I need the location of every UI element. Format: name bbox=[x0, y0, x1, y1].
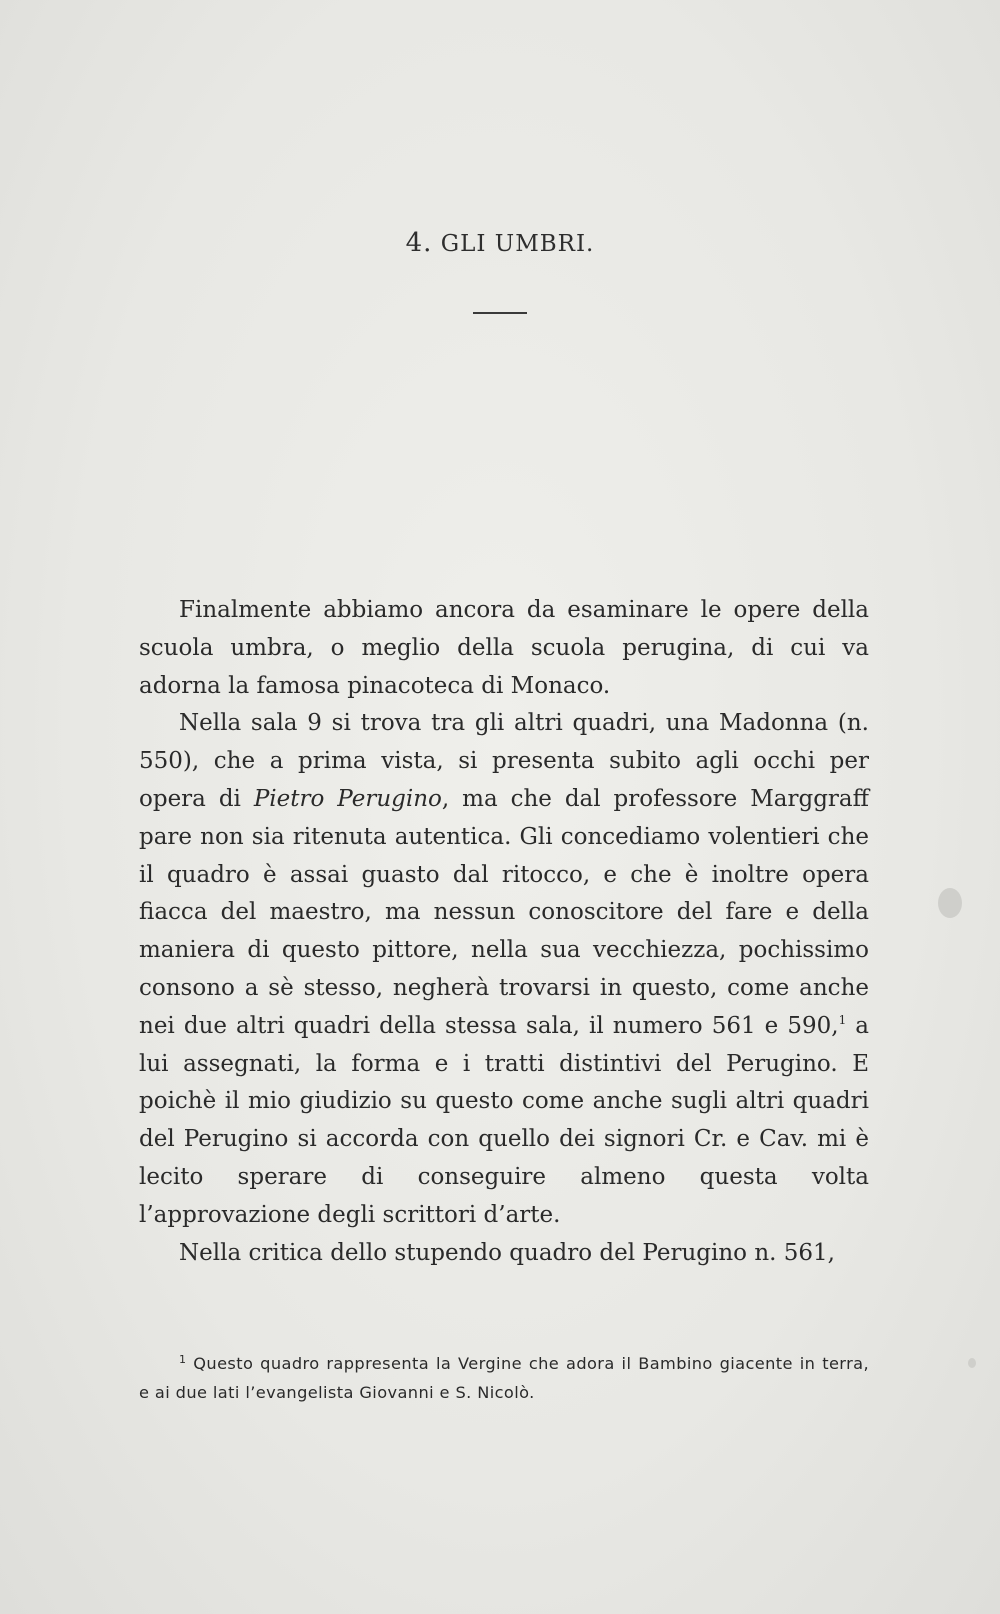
footnote-text: Questo quadro rappresenta la Vergine che adora il Bambino giacente in terra, e ai due lati l’evangelista Giovanni e S. Nicolò. bbox=[139, 1354, 869, 1402]
painter-name: Pietro Perugino bbox=[253, 785, 442, 812]
paragraph-text: , ma che dal professore Marggraff pare non sia ritenuta autentica. Gli concediamo volentieri che il quadro è assai guasto dal ritocco, e che è inoltre opera fiacca del maestro, ma nessun conoscitore del fare e della maniera di questo pittore, nella sua vecchiezza, pochissimo consono a sè stesso, negherà trovarsi in questo, come anche nei due altri quadri della stessa sala, il numero 561 e 590, bbox=[139, 785, 869, 1039]
paragraph-text: Nella critica dello stupendo quadro del Perugino n. 561, bbox=[179, 1239, 835, 1266]
footnote-reference: 1 bbox=[838, 1012, 847, 1027]
chapter-title: GLI UMBRI. bbox=[440, 231, 595, 257]
footnote bbox=[139, 1349, 869, 1407]
footnote-marker: 1 bbox=[179, 1353, 187, 1366]
paper-stain bbox=[938, 888, 962, 918]
footnote-paragraph bbox=[139, 1349, 869, 1407]
heading-rule bbox=[473, 312, 527, 314]
body-text bbox=[139, 592, 869, 1272]
chapter-heading bbox=[0, 228, 1000, 258]
paragraph bbox=[139, 705, 869, 1234]
paper-stain bbox=[968, 1358, 976, 1368]
paragraph-text: Finalmente abbiamo ancora da esaminare le opere della scuola umbra, o meglio della scuola perugina, di cui va adorna la famosa pinacoteca di Monaco. bbox=[139, 597, 869, 699]
paragraph bbox=[139, 1235, 869, 1273]
chapter-number: 4. bbox=[405, 228, 433, 258]
paragraph-text: a lui assegnati, la forma e i tratti distintivi del Perugino. E poichè il mio giudizio su questo come anche sugli altri quadri del Perugino si accorda con quello dei signori Cr. e Cav. mi è lecito sperare di conseguire almeno questa volta l’approvazione degli scrittori d’arte. bbox=[139, 1012, 869, 1228]
paragraph bbox=[139, 592, 869, 705]
paragraph-text: Nella sala 9 si trova tra gli altri quadri, una Madonna (n. 550), che a prima vista, si presenta subito agli occhi per opera di bbox=[139, 710, 869, 812]
